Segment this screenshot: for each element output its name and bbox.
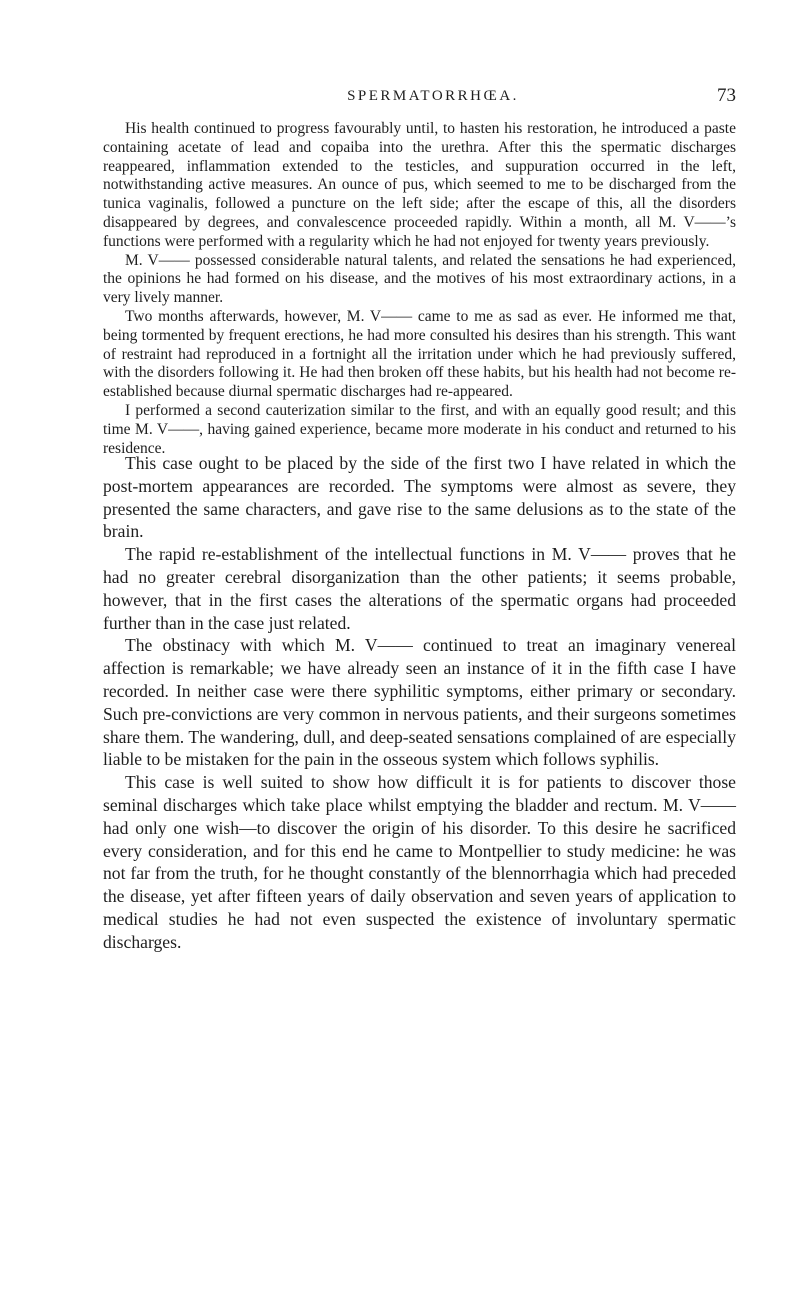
case-narrative [103, 120, 736, 458]
paragraph: I performed a second cauterization similar to the first, and with an equally good result; and this time M. V——, having gained experience, became more moderate in his conduct and returned to his residence. [103, 401, 736, 457]
paragraph: This case ought to be placed by the side of the first two I have related in which the post-mortem appearances are recorded. The symptoms were almost as severe, they presented the same characters, and gave rise to the same delusions as to the state of the brain. [103, 453, 736, 542]
page-header [100, 85, 736, 112]
running-head: SPERMATORRHŒA. [347, 88, 519, 104]
commentary [103, 452, 736, 954]
paragraph: Two months afterwards, however, M. V—— came to me as sad as ever. He informed me that, being tormented by frequent erections, he had more consulted his desires than his strength. This want of restraint had reproduced in a fortnight all the irritation under which he had previously suffered, with the disorders following it. He had then broken off these habits, but his health had not become re-established because diurnal spermatic discharges had re-appeared. [103, 307, 736, 401]
paragraph: This case is well suited to show how difficult it is for patients to discover those seminal discharges which take place whilst emptying the bladder and rectum. M. V—— had only one wish—to discover the origin of his disorder. To this desire he sacrificed every consideration, and for this end he came to Montpellier to study medicine: he was not far from the truth, for he thought constantly of the blennorrhagia which had preceded the disease, yet after fifteen years of daily observation and seven years of application to medical studies he had not even suspected the existence of involuntary spermatic discharges. [103, 772, 736, 952]
paragraph: His health continued to progress favourably until, to hasten his restoration, he introduced a paste containing acetate of lead and copaiba into the urethra. After this the spermatic discharges reappeared, inflammation extended to the testicles, and suppuration occurred in the left, notwithstanding active measures. An ounce of pus, which seemed to me to be discharged from the tunica vaginalis, followed a puncture on the left side; after the escape of this, all the disorders disappeared by degrees, and convalescence proceeded rapidly. Within a month, all M. V——’s functions were performed with a regularity which he had not enjoyed for twenty years previously. [103, 120, 736, 250]
paragraph: The obstinacy with which M. V—— continued to treat an imaginary venereal affection is remarkable; we have already seen an instance of it in the fifth case I have recorded. In neither case were there syphilitic symptoms, either primary or secondary. Such pre-convictions are very common in nervous patients, and their surgeons sometimes share them. The wandering, dull, and deep-seated sensations complained of are especially liable to be mistaken for the pain in the osseous system which follows syphilis. [103, 635, 736, 770]
page-number: 73 [717, 85, 736, 106]
paragraph: M. V—— possessed considerable natural talents, and related the sensations he had experienced, the opinions he had formed on his disease, and the motives of his most extraordinary actions, in a very lively manner. [103, 251, 736, 307]
paragraph: The rapid re-establishment of the intellectual functions in M. V—— proves that he had no greater cerebral disorganization than the other patients; it seems probable, however, that in the first cases the alterations of the spermatic organs had proceeded further than in the case just related. [103, 544, 736, 633]
